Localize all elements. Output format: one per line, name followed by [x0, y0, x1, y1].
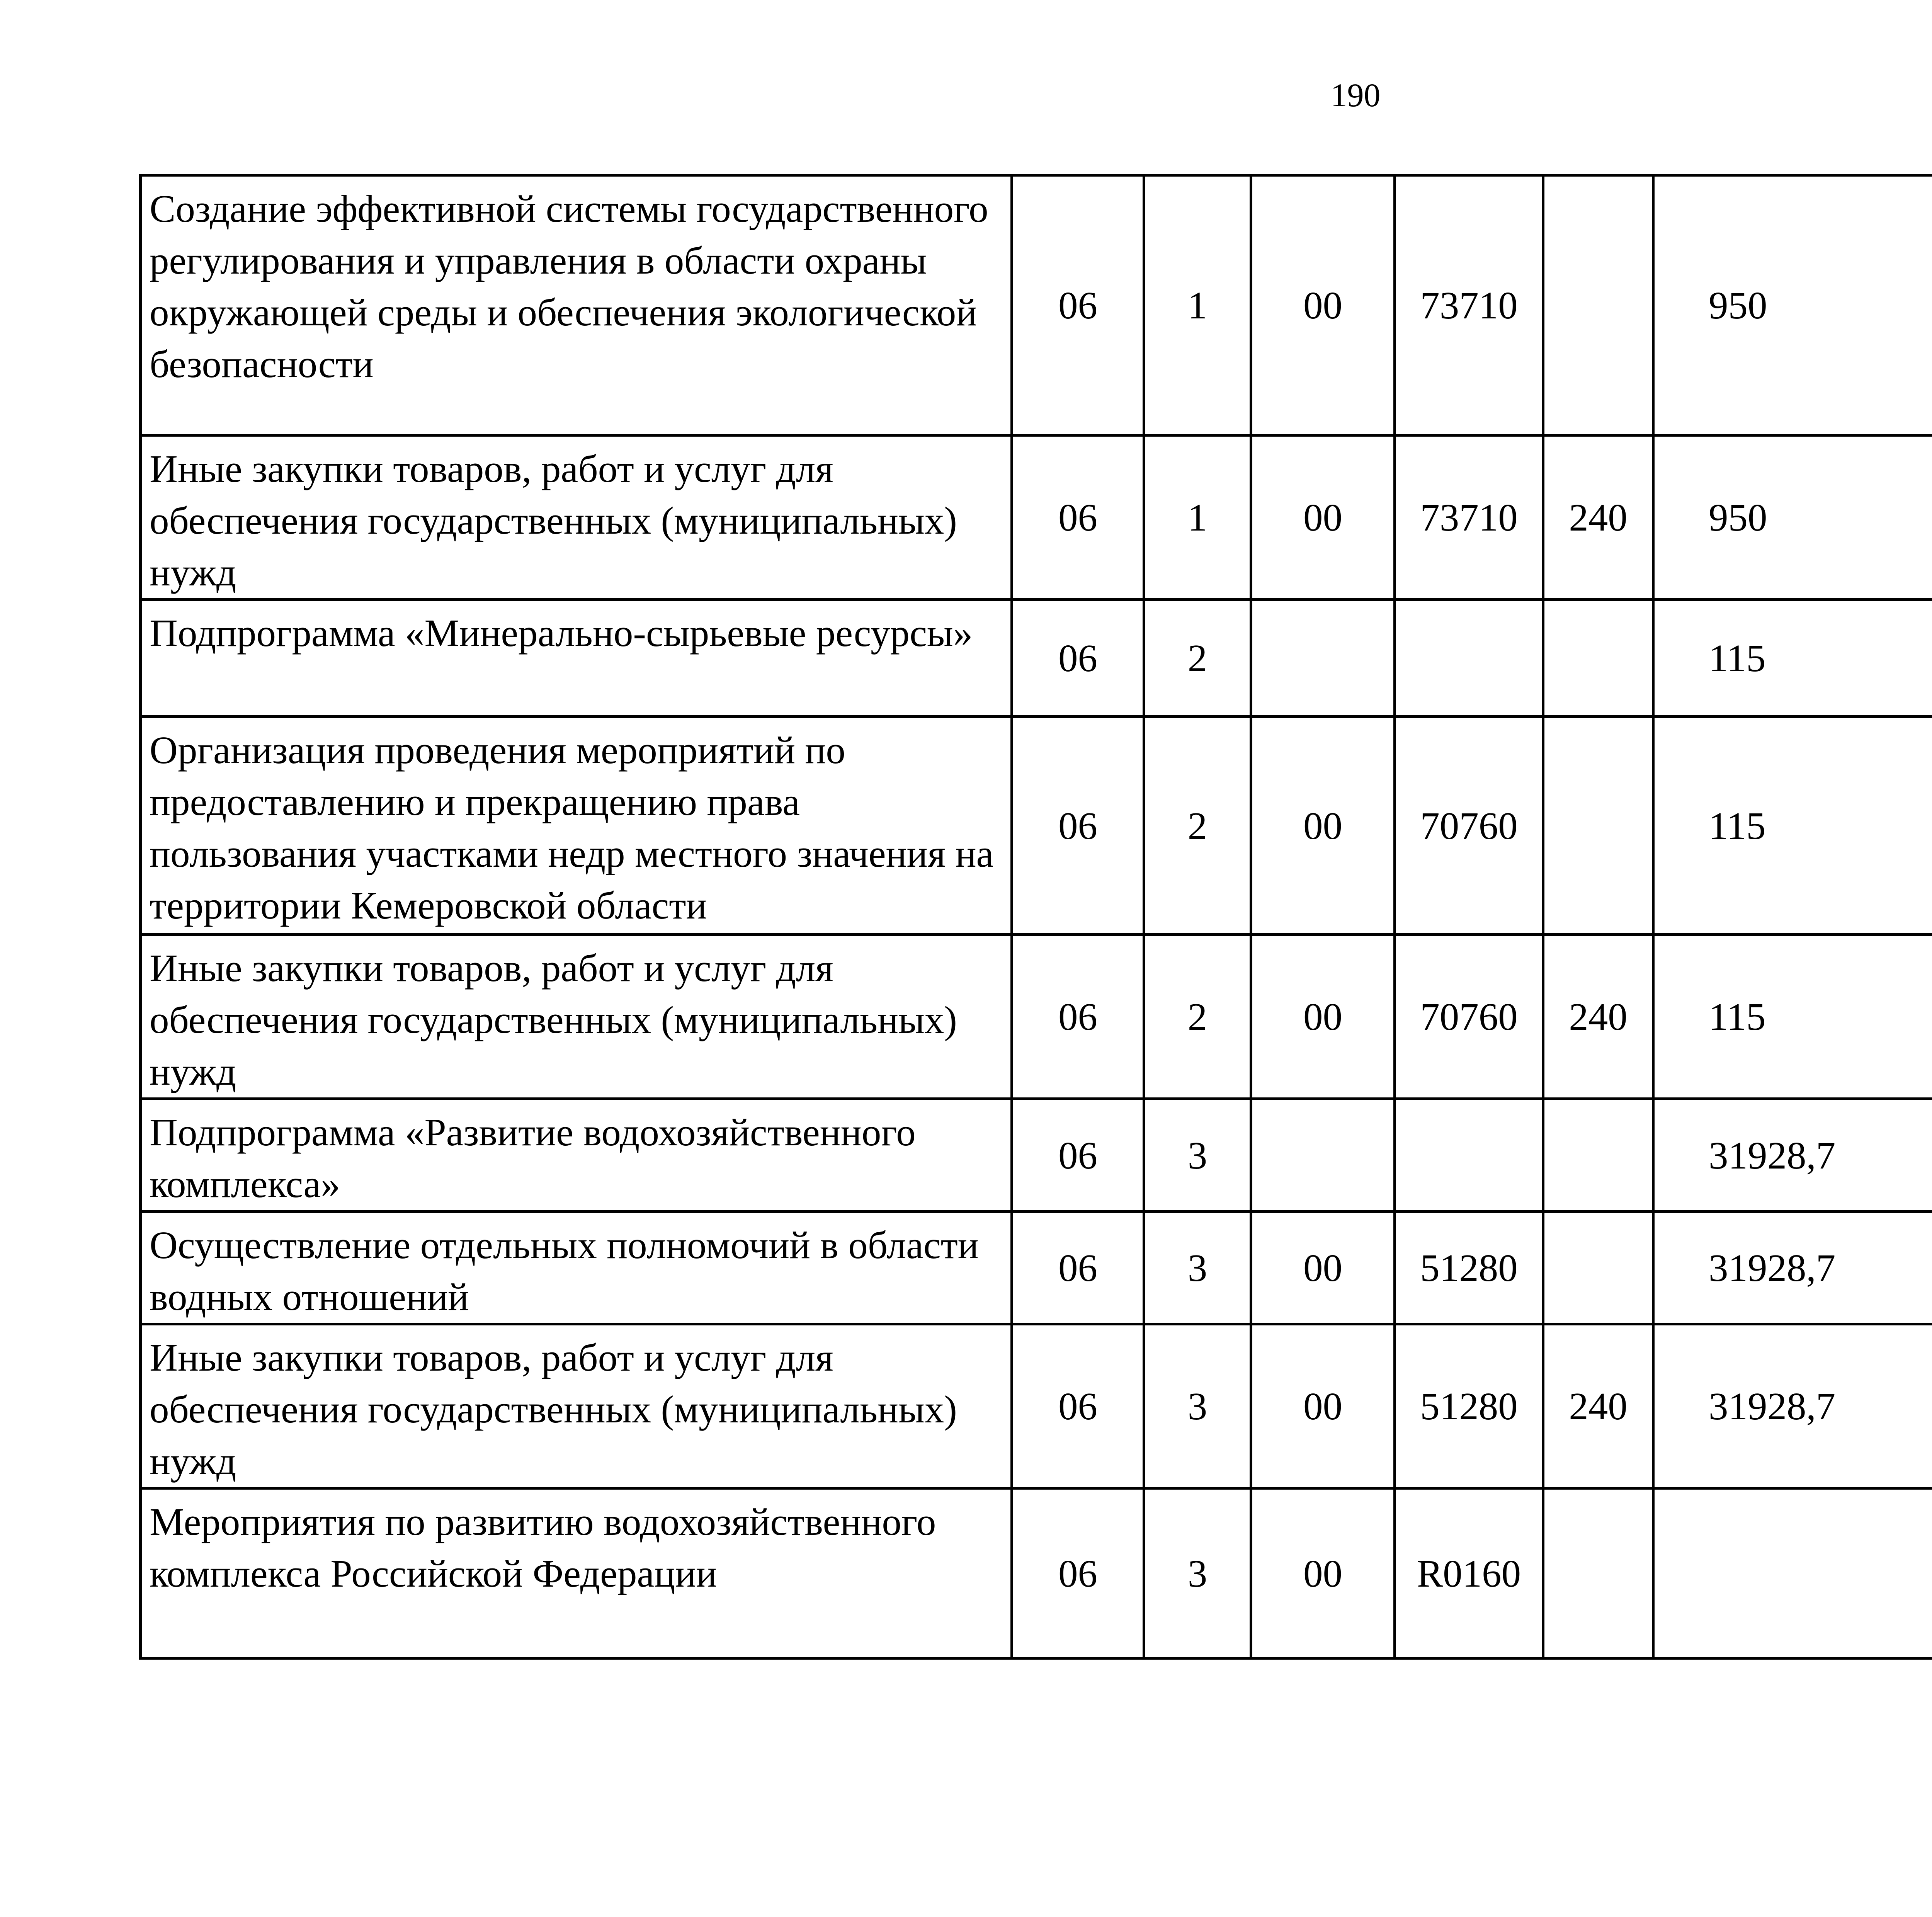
subprogram-code-cell: 2 [1144, 600, 1251, 717]
subprogram-code-cell: 1 [1144, 435, 1251, 600]
expense-type-code-cell [1543, 600, 1653, 717]
row-name-cell: Создание эффективной системы государственного регулирования и управления в области охраны окружающей среды и обеспечения экологической безопасности [141, 175, 1012, 435]
row-name-cell: Организация проведения мероприятий по предоставлению и прекращению права пользования участками недр местного значения на территории Кемеровской области [141, 717, 1012, 935]
main-activity-code-cell: 00 [1251, 1488, 1395, 1658]
amount-year-1-cell: 31928,7 [1653, 1212, 1932, 1324]
expense-type-code-cell: 240 [1543, 1324, 1653, 1488]
amount-year-1-cell: 31928,7 [1653, 1324, 1932, 1488]
row-name-cell: Иные закупки товаров, работ и услуг для обеспечения государственных (муниципальных) нужд [141, 1324, 1012, 1488]
main-activity-code-cell: 00 [1251, 717, 1395, 935]
page-number: 190 [1330, 77, 1381, 114]
row-name-cell: Мероприятия по развитию водохозяйственного комплекса Российской Федерации [141, 1488, 1012, 1658]
amount-year-1-cell: 950 [1653, 175, 1932, 435]
amount-year-1-cell: 115 [1653, 717, 1932, 935]
expense-type-code-cell [1543, 1212, 1653, 1324]
direction-code-cell: 51280 [1395, 1324, 1543, 1488]
expense-type-code-cell: 240 [1543, 935, 1653, 1099]
expense-type-code-cell [1543, 1099, 1653, 1212]
direction-code-cell: 70760 [1395, 717, 1543, 935]
row-name-cell: Иные закупки товаров, работ и услуг для обеспечения государственных (муниципальных) нужд [141, 935, 1012, 1099]
section-code-cell: 06 [1012, 1212, 1144, 1324]
amount-year-1-cell: 31928,7 [1653, 1099, 1932, 1212]
subprogram-code-cell: 3 [1144, 1212, 1251, 1324]
expense-type-code-cell [1543, 717, 1653, 935]
section-code-cell: 06 [1012, 935, 1144, 1099]
subprogram-code-cell: 1 [1144, 175, 1251, 435]
direction-code-cell: R0160 [1395, 1488, 1543, 1658]
table-row [141, 1212, 1932, 1324]
section-code-cell: 06 [1012, 1099, 1144, 1212]
main-activity-code-cell [1251, 600, 1395, 717]
table-row [141, 1324, 1932, 1488]
subprogram-code-cell: 3 [1144, 1099, 1251, 1212]
table-row [141, 435, 1932, 600]
row-name-cell: Подпрограмма «Развитие водохозяйственного комплекса» [141, 1099, 1012, 1212]
section-code-cell: 06 [1012, 717, 1144, 935]
table-row [141, 1488, 1932, 1658]
direction-code-cell [1395, 1099, 1543, 1212]
direction-code-cell: 51280 [1395, 1212, 1543, 1324]
main-activity-code-cell: 00 [1251, 1324, 1395, 1488]
expense-type-code-cell [1543, 1488, 1653, 1658]
section-code-cell: 06 [1012, 1324, 1144, 1488]
table-row [141, 717, 1932, 935]
section-code-cell: 06 [1012, 600, 1144, 717]
table-row [141, 600, 1932, 717]
table-row [141, 1099, 1932, 1212]
row-name-cell: Подпрограмма «Минерально-сырьевые ресурсы» [141, 600, 1012, 717]
direction-code-cell: 73710 [1395, 175, 1543, 435]
direction-code-cell: 70760 [1395, 935, 1543, 1099]
table-body [141, 175, 1932, 1658]
main-activity-code-cell: 00 [1251, 935, 1395, 1099]
amount-year-1-cell [1653, 1488, 1932, 1658]
main-activity-code-cell [1251, 1099, 1395, 1212]
subprogram-code-cell: 3 [1144, 1488, 1251, 1658]
main-activity-code-cell: 00 [1251, 175, 1395, 435]
section-code-cell: 06 [1012, 435, 1144, 600]
subprogram-code-cell: 3 [1144, 1324, 1251, 1488]
row-name-cell: Иные закупки товаров, работ и услуг для обеспечения государственных (муниципальных) нужд [141, 435, 1012, 600]
main-activity-code-cell: 00 [1251, 435, 1395, 600]
section-code-cell: 06 [1012, 1488, 1144, 1658]
main-activity-code-cell: 00 [1251, 1212, 1395, 1324]
amount-year-1-cell: 115 [1653, 935, 1932, 1099]
subprogram-code-cell: 2 [1144, 717, 1251, 935]
direction-code-cell [1395, 600, 1543, 717]
row-name-cell: Осуществление отдельных полномочий в области водных отношений [141, 1212, 1012, 1324]
expense-type-code-cell [1543, 175, 1653, 435]
amount-year-1-cell: 115 [1653, 600, 1932, 717]
budget-table [139, 174, 1932, 1660]
subprogram-code-cell: 2 [1144, 935, 1251, 1099]
table-row [141, 935, 1932, 1099]
expense-type-code-cell: 240 [1543, 435, 1653, 600]
section-code-cell: 06 [1012, 175, 1144, 435]
table-row [141, 175, 1932, 435]
direction-code-cell: 73710 [1395, 435, 1543, 600]
amount-year-1-cell: 950 [1653, 435, 1932, 600]
